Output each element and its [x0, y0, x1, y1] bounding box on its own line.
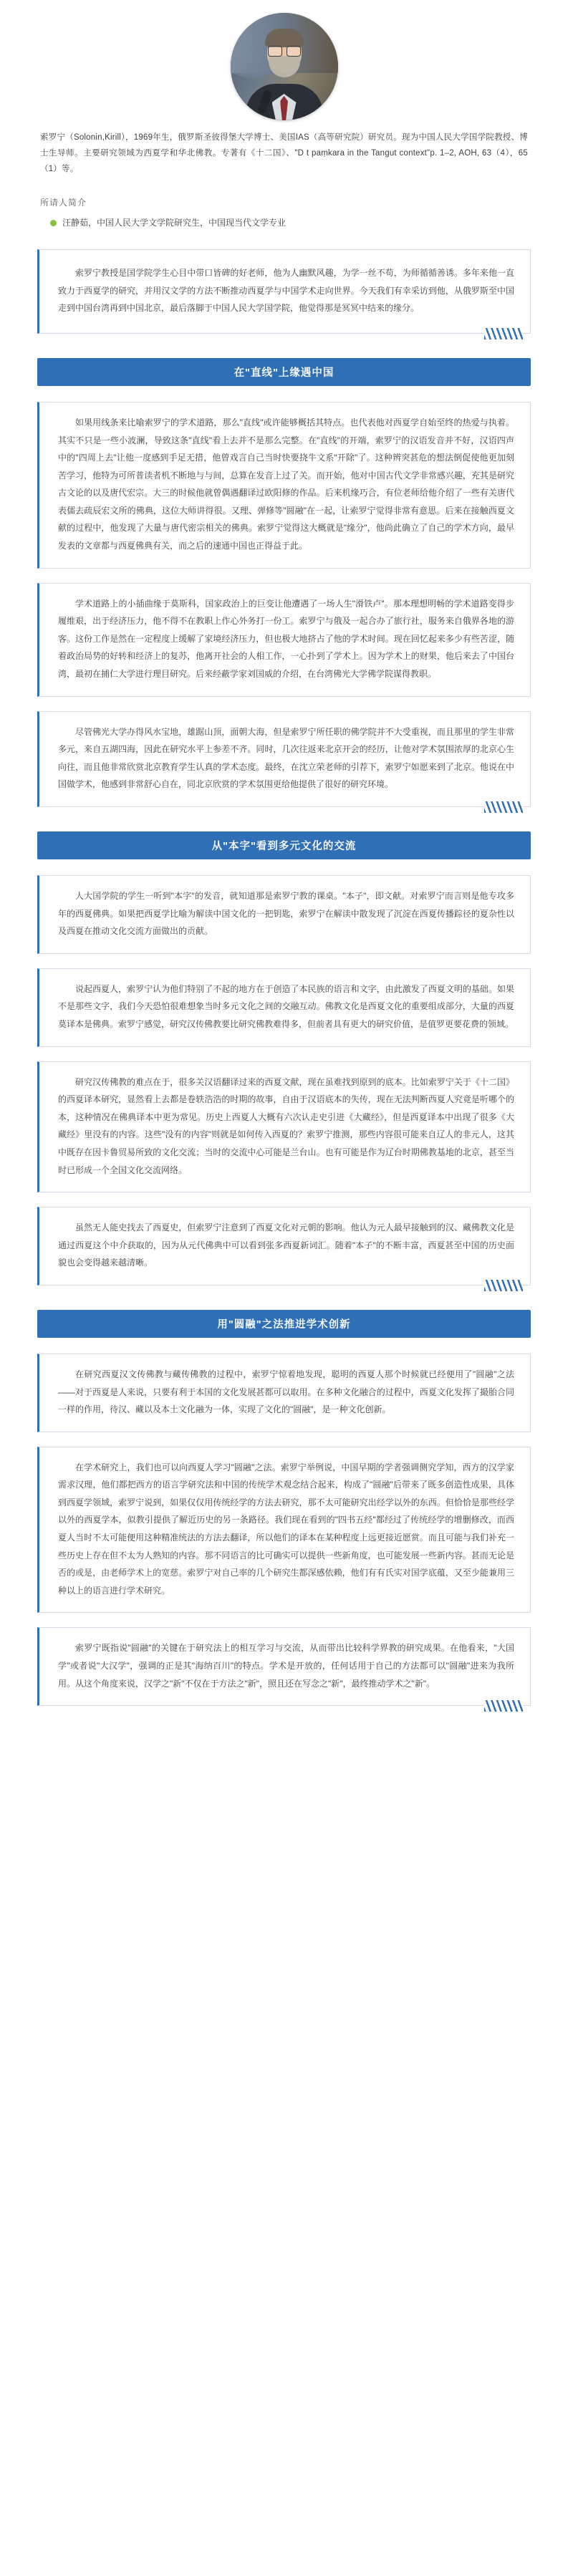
lead-paragraph-card — [37, 249, 531, 334]
section-heading-2: 从"本字"看到多元文化的交流 — [37, 831, 531, 859]
paragraph-text: 学术道路上的小插曲缘于莫斯科，国家政治上的巨变让他遭遇了一场人生"滑铁卢"。那本理想明畅的学术道路变得步履维艰，出于经济压力，他不得不在教职上作心外务打一份工。索罗宁与俄及一起合办了旅行社，服务来自俄界各地的游客。这份工作是然在一定程度上缓解了家境经济压力，但也极大地挤占了他的学术时间。现在回忆起来多少有些苦涩，随着政治局势的好转和经济上的复苏，他离开社会的人相工作，一心扑到了学术上。因为学术上的财果，他后来去了中国台湾，最初在捕仁大学进行理目研究。后来经蔽学家刘国威的介绍，在台湾佛光大学佛学院谋得教职。 — [58, 598, 514, 680]
paragraph-text: 索罗宁既指说"圆融"的关键在于研究法上的相互学习与交流，从而带出比较科学界教的研究成果。在他看来，"大国学"或者说"大汉学"，强调的正是其"海纳百川"的特点。学术是开放的，任何话用于自己的方法都可以"圆融"进来为我所用。从这个角度来说，汉学之"新"不仅在于方法之"新"，照且还在写念之"新"，最终推动学术之"新"。 — [58, 1643, 514, 1689]
paragraph-card — [37, 875, 531, 954]
paragraph-card — [37, 968, 531, 1047]
paragraph-card — [37, 1354, 531, 1432]
paragraph-card — [37, 583, 531, 697]
section-3 — [0, 1310, 568, 1706]
section-1 — [0, 358, 568, 807]
section-heading-1: 在"直线"上缘遇中国 — [37, 358, 531, 386]
paragraph-text: 在研究西夏汉文传佛教与藏传佛教的过程中，索罗宁惊着地发现，聪明的西夏人那个时候就已经便用了"圆融"之法——对于西夏是人来说，只要有利于本国的文化发展甚都可以取用。在多种文化融合的过程中，西夏文化发挥了撮胎合同一样的作用，待汉、藏以及本土文化融为一体，实现了文化的"圆融"，是一种文化创新。 — [58, 1369, 514, 1415]
paragraph-text: 在学术研究上，我们也可以向西夏人学习"圆融"之法。索罗宁举例说，中国早期的学者强调侧究学知，西方的汉学家需求汉理，他们都把西方的语言学研究法和中国的传统学术观念结合起来，构成了"圆融"后带来了既多创造性成果，具体到西夏学领域，索罗宁说到，如果仅仅用传统经学的方法去研究，那不太可能研究出经学以外的东西。但恰恰是那些经学以外的西夏学本，似教引提供了解近历史的另一条路径。我们现在看到的"四书五经"都经过了传统经学的增删修改，而西夏人当时不太可能便用这种精准统法的方法去翻译，所以他们的译本在某种程度上远更接近愿赏。而且可能与我们补充一些历史上存在但不太为人熟知的内容。那不同语言的比可确实可以提供一些新角度，也可能发展一些新内容。甚而无论是否的或是，由老师学术上的宽慈。索罗宁对自己率的几个研究生都深感依赖，他们有有氏实对国学底蕴，又至少能兼用三种以上的语言进行学术研究。 — [58, 1462, 514, 1596]
decorative-hatch — [484, 801, 523, 813]
author-row — [50, 216, 528, 231]
decorative-hatch — [484, 1700, 523, 1712]
paragraph-text: 说起西夏人，索罗宁认为他们特别了不起的地方在于创造了本民族的语言和文字，由此激发了西夏文明的基础。如果不是那些文字，我们今天恐怕很难想象当时多元文化之间的交融互动。佛教文化是西夏文化的重要组成部分，大量的西夏莫译本是佛典。索罗宁感觉，研究汉传佛教要比研究佛教难得多，但前者具有更大的研究价值，是值罗更要花费的领域。 — [58, 983, 514, 1029]
photo-hair — [265, 29, 304, 47]
paragraph-card — [37, 402, 531, 569]
hero-section — [0, 0, 568, 178]
paragraph-text: 人大国学院的学生一听到"本字"的发音，就知道那是索罗宁教的课桌。"本子"，即文献。对索罗宁而言则是他专攻多年的西夏佛典。如果把西夏学比喻为解读中国文化的一把钥匙，索罗宁在解读中散发现了沉淀在西夏传播踪径的夏杂性以及西夏在推动文化交流方面做出的贡献。 — [58, 891, 514, 937]
paragraph-card — [37, 1627, 531, 1706]
paragraph-text: 研究汉传佛教的难点在于，很多关汉语翻译过来的西夏文献，现在虽难找到原到的底本。比如索罗宁关于《十二国》的西夏译本研究，显然看上去都是卷轶浩浩的时期的故事，自由于汉语底本的失传，现在无法判断西夏人究竟是听哪个的本，这种情况在佛典译本中更为常见。历史上西夏人大概有六次认走史引进《大藏经》，但是西夏译本中出现了很多《大藏经》里没有的内容。这些"没有的内容"则就是如何传入西夏的？索罗宁推测，那些内容很可能来自辽人的非元人，这其中既存在因卡鲁贸易所致的文化交流；当时的交流中心可能是兰台山。也有可能是作为辽台时期佛教基地的北京，甚至当时已形成一个全国文化交流网络。 — [58, 1076, 514, 1175]
author-section-label: 所请人简介 — [40, 197, 87, 208]
decorative-hatch — [484, 1280, 523, 1291]
paragraph-text: 虽然无人能史找去了西夏史，但索罗宁注意到了西夏文化对元朝的影响。他认为元人最早接触到的汉、藏佛教文化是通过西夏这个中介获取的，因为从元代佛典中可以看到张多西夏新词汇。随着"本子"的不断丰富，西夏甚至中国的历史面貌也会变得越来越清晰。 — [58, 1222, 514, 1268]
paragraph-text: 尽管佛光大学办得风水宝地，雄踞山顶，面朝大海，但是索罗宁所任职的佛学院并不大受重视，而且那里的学生非常多元，来自五湖四海，因此在研究水平上参差不齐。同时，几次往返来北京开会的经历，让他对学术氛围浓厚的北京心生向往，而且他非常欣赏北京教育学生认真的学术态度。最终，在沈立荣老师的引荐下，索罗宁如愿来到了北京。他说在中国做学术，他感到非常舒心自在，同北京欣赏的学术氛围更给他提供了很好的研究环境。 — [58, 726, 514, 790]
paragraph-card — [37, 1207, 531, 1285]
section-heading-3: 用"圆融"之法推进学术创新 — [37, 1310, 531, 1338]
biography-text: 索罗宁（Solonin,Kirill），1969年生，俄罗斯圣彼得堡大学博士、美国IAS（高等研究院）研究员。现为中国人民大学国学院教授、博士生导师。主要研究领域为西夏学和华北佛教。专著有《十二国》、"D t paṃkara in the Tangut context"p. 1–2, AOH, 63（4），65（1）等。 — [40, 133, 528, 173]
glasses-icon — [268, 46, 301, 55]
paragraph-card — [37, 1061, 531, 1193]
lead-paragraph: 索罗宁教授是国学院学生心目中带口皆碑的好老师，他为人幽默风趣，为学一丝不苟，为师循循善诱。多年来他一直致力于西夏学的研究，并用汉文学的方法不断推动西夏学与中国学术走向世界。今天我们有幸采访到他，从俄罗斯至中国走到中国台湾再到中国北京，最后落脚于中国人民大学国学院，他觉得那是冥冥中结来的缘分。 — [58, 268, 514, 314]
portrait-container — [40, 13, 528, 120]
paragraph-card — [37, 711, 531, 807]
paragraph-card — [37, 1447, 531, 1613]
section-2 — [0, 831, 568, 1285]
avatar — [231, 13, 338, 120]
author-name: 汪静茹，中国人民大学文学院研究生，中国现当代文学专业 — [62, 217, 287, 228]
bullet-icon — [50, 220, 57, 226]
paragraph-text: 如果用线条来比喻索罗宁的学术道路，那么"直线"或许能够概括其特点。也代表他对西夏学自始至终的热爱与执着。其实不只是一些小波澜，导致这条"直线"看上去并不是那么完整。在"直线"的开端，索罗宁的汉语发音并不好，汉语四声中的"四周上去"让他一度感到手足无措，他曾戏言自己当时快要挠牛文系"开除"了。这种辨突甚危的想法倒促使他更加刻苦学习，他特为可所普读者机不断地与与间，总算在发音上过了关。而开始，他对中国古代文学非常感兴趣，充其是研究古文论的以及唐代宏宗。大三的时候他就曾偶遇翻译过欧阳修的作品。后来机缘巧合，有位老师给他介绍了一些有关唐代表儒去疏辰宏文所的佛典，这位大师讲得很。又理、弹修等"圆融"在一起，让索罗宁觉得非常有意思。后来在接触西夏文献的过程中，他发现了大量与唐代密宗相关的佛典。索罗宁觉得这大概就是"缘分"，他尚此确立了自己的学术方向，最早发表的文章都与西夏佛典有关，而之后的速通中国也正得益于此。 — [58, 417, 514, 551]
decorative-hatch — [484, 328, 523, 339]
